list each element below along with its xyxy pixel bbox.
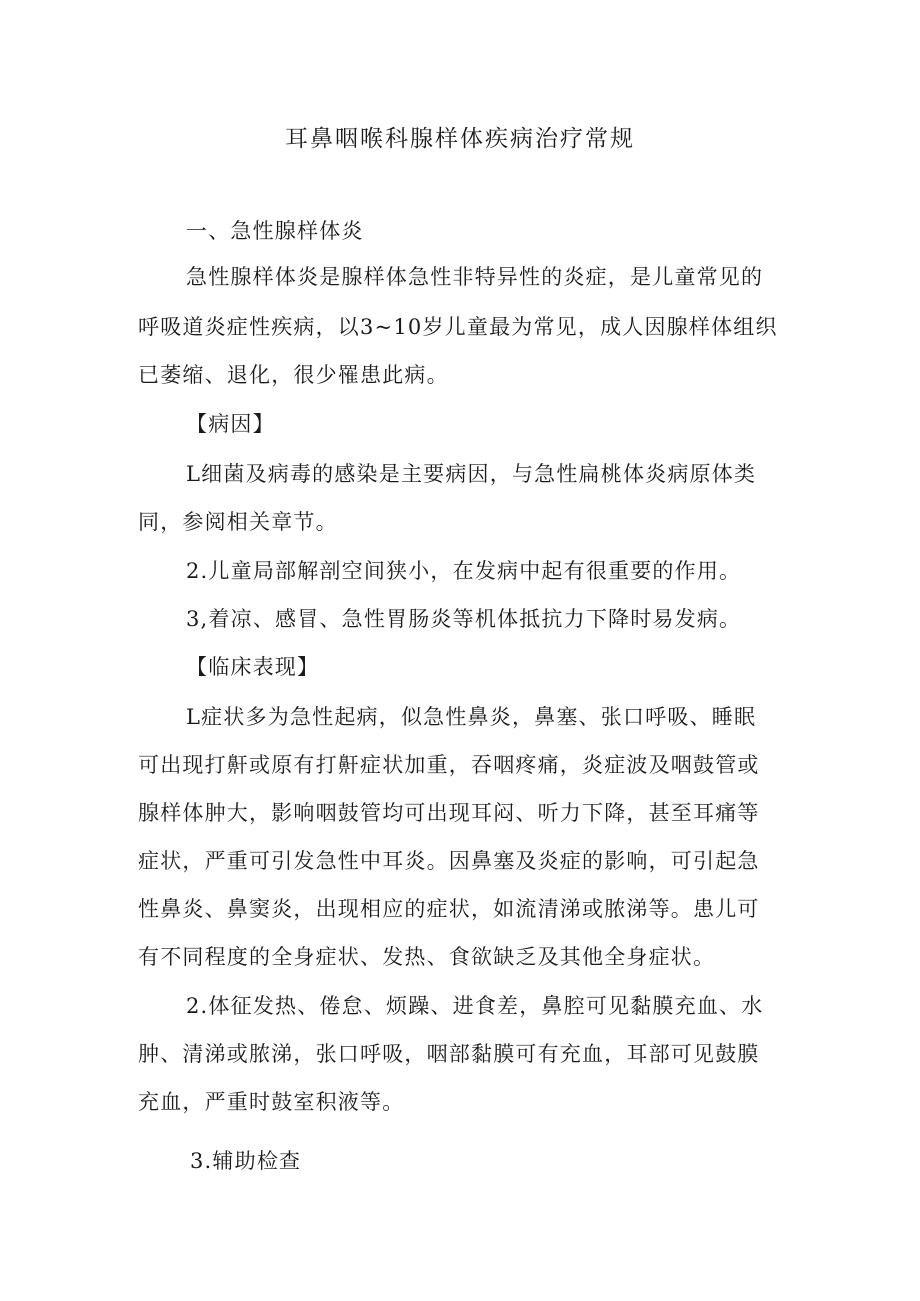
document-title: 耳鼻咽喉科腺样体疾病治疗常规 bbox=[285, 126, 635, 152]
paragraph-line: 腺样体肿大，影响咽鼓管均可出现耳闷、听力下降，甚至耳痛等 bbox=[138, 801, 760, 825]
subsection-heading: 【病因】 bbox=[186, 412, 275, 436]
paragraph-line: 有不同程度的全身症状、发热、食欲缺乏及其他全身症状。 bbox=[138, 945, 716, 969]
paragraph-line: 性鼻炎、鼻窦炎，出现相应的症状，如流清涕或脓涕等。患儿可 bbox=[138, 897, 760, 921]
paragraph-line: 2.儿童局部解剖空间狭小，在发病中起有很重要的作用。 bbox=[186, 559, 742, 583]
paragraph-line: 同，参阅相关章节。 bbox=[138, 510, 338, 534]
paragraph-line: L症状多为急性起病，似急性鼻炎，鼻塞、张口呼吸、睡眠 bbox=[186, 705, 757, 729]
paragraph-line: 急性腺样体炎是腺样体急性非特异性的炎症，是儿童常见的 bbox=[186, 265, 764, 289]
paragraph-line: 肿、清涕或脓涕，张口呼吸，咽部黏膜可有充血，耳部可见鼓膜 bbox=[138, 1042, 760, 1066]
paragraph-line: 充血，严重时鼓室积液等。 bbox=[138, 1090, 405, 1114]
paragraph-line: 呼吸道炎症性疾病，以3~10岁儿童最为常见，成人因腺样体组织 bbox=[138, 315, 778, 339]
paragraph-line: 可出现打鼾或原有打鼾症状加重，吞咽疼痛，炎症波及咽鼓管或 bbox=[138, 753, 760, 777]
paragraph-line: L细菌及病毒的感染是主要病因，与急性扁桃体炎病原体类 bbox=[186, 462, 757, 486]
paragraph-line: 2.体征发热、倦怠、烦躁、进食差，鼻腔可见黏膜充血、水 bbox=[186, 994, 764, 1018]
paragraph-line: 已萎缩、退化，很少罹患此病。 bbox=[138, 363, 449, 387]
paragraph-line: 症状，严重可引发急性中耳炎。因鼻塞及炎症的影响，可引起急 bbox=[138, 849, 760, 873]
paragraph-line: 3.辅助检查 bbox=[190, 1149, 302, 1173]
paragraph-line: 3,着凉、感冒、急性胃肠炎等机体抵抗力下降时易发病。 bbox=[186, 607, 742, 631]
subsection-heading: 【临床表现】 bbox=[186, 655, 320, 679]
section-heading: 一、急性腺样体炎 bbox=[186, 219, 364, 243]
